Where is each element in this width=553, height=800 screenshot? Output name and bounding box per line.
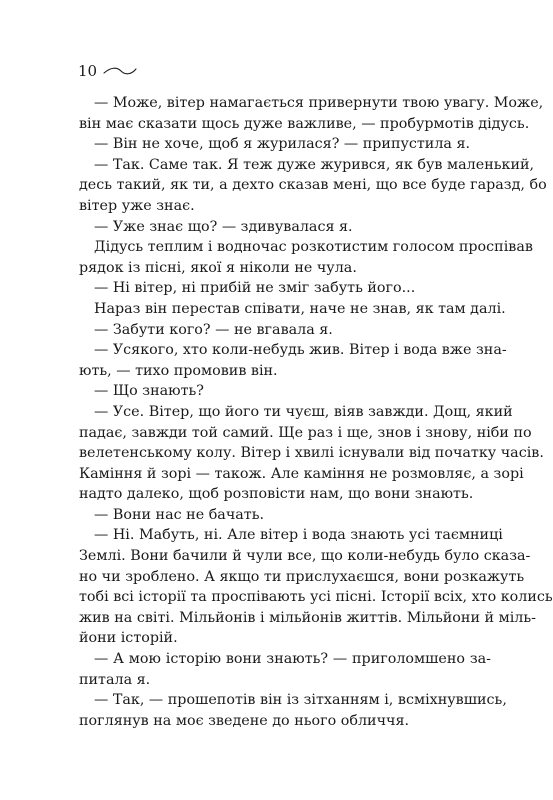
page-number: 10: [78, 62, 98, 80]
text-line: — Може, вітер намагається привернути твою увагу. Може,: [94, 95, 544, 111]
text-line: велетенському колу. Вітер і хвилі існували від початку часів.: [79, 445, 544, 462]
body-text: [79, 93, 553, 731]
text-line: — Забути кого? — не вгавала я.: [94, 321, 333, 338]
text-line: падає, завжди той самий. Ще раз і ще, знов і знову, ніби по: [79, 424, 532, 441]
text-line: десь такий, як ти, а дехто сказав мені, що все буде гаразд, бо: [79, 177, 547, 194]
text-line: поглянув на моє зведене до нього обличчя.: [79, 712, 410, 729]
text-line: — Що знають?: [94, 383, 204, 400]
text-line: — Ні вітер, ні прибій не зміг забуть його...: [94, 280, 416, 297]
text-line: Землі. Вони бачили й чули все, що коли-небудь було сказа-: [79, 548, 531, 565]
text-line: — Вони нас не бачать.: [94, 506, 265, 523]
text-line: — А мою історію вони знають? — приголомшено за-: [94, 651, 491, 668]
text-line: надто далеко, щоб розповісти нам, що вони знають.: [79, 486, 474, 503]
text-line: йони історій.: [79, 630, 178, 647]
text-line: Дідусь теплим і водночас розкотистим голосом проспівав: [94, 239, 533, 256]
text-line: — Ні. Мабуть, ні. Але вітер і вода знають усі таємниці: [94, 527, 503, 544]
text-line: тобі всі історії та проспівають усі пісні. Історії всіх, хто колись: [79, 589, 553, 606]
text-line: — Усякого, хто коли-небудь жив. Вітер і вода вже зна-: [94, 342, 507, 359]
text-line: він має сказати щось дуже важливе, — пробурмотів дідусь.: [79, 115, 530, 132]
text-line: ють, — тихо промовив він.: [79, 362, 278, 379]
page-header: [78, 62, 137, 80]
text-line: Нараз він перестав співати, наче не знав, як там далі.: [94, 300, 506, 317]
text-line: — Він не хоче, щоб я журилася? — припустила я.: [94, 136, 471, 153]
text-line: — Так, — прошепотів він із зітханням і, всміхнувшись,: [94, 692, 507, 709]
text-line: — Уже знає що? — здивувалася я.: [94, 218, 353, 235]
text-line: вітер уже знає.: [79, 197, 195, 214]
text-line: жив на світі. Мільйонів і мільйонів життів. Мільйони й міль-: [79, 609, 536, 626]
swash-ornament-icon: [103, 65, 137, 77]
text-line: Каміння й зорі — також. Але каміння не розмовляє, а зорі: [79, 465, 524, 482]
text-line: рядок із пісні, якої я ніколи не чула.: [79, 259, 357, 276]
text-line: питала я.: [79, 671, 151, 688]
text-line: — Так. Саме так. Я теж дуже журився, як був маленький,: [94, 156, 535, 173]
text-line: но чи зроблено. А якщо ти прислухаєшся, вони розкажуть: [79, 568, 525, 585]
text-line: — Усе. Вітер, що його ти чуєш, віяв завжди. Дощ, який: [94, 403, 513, 420]
